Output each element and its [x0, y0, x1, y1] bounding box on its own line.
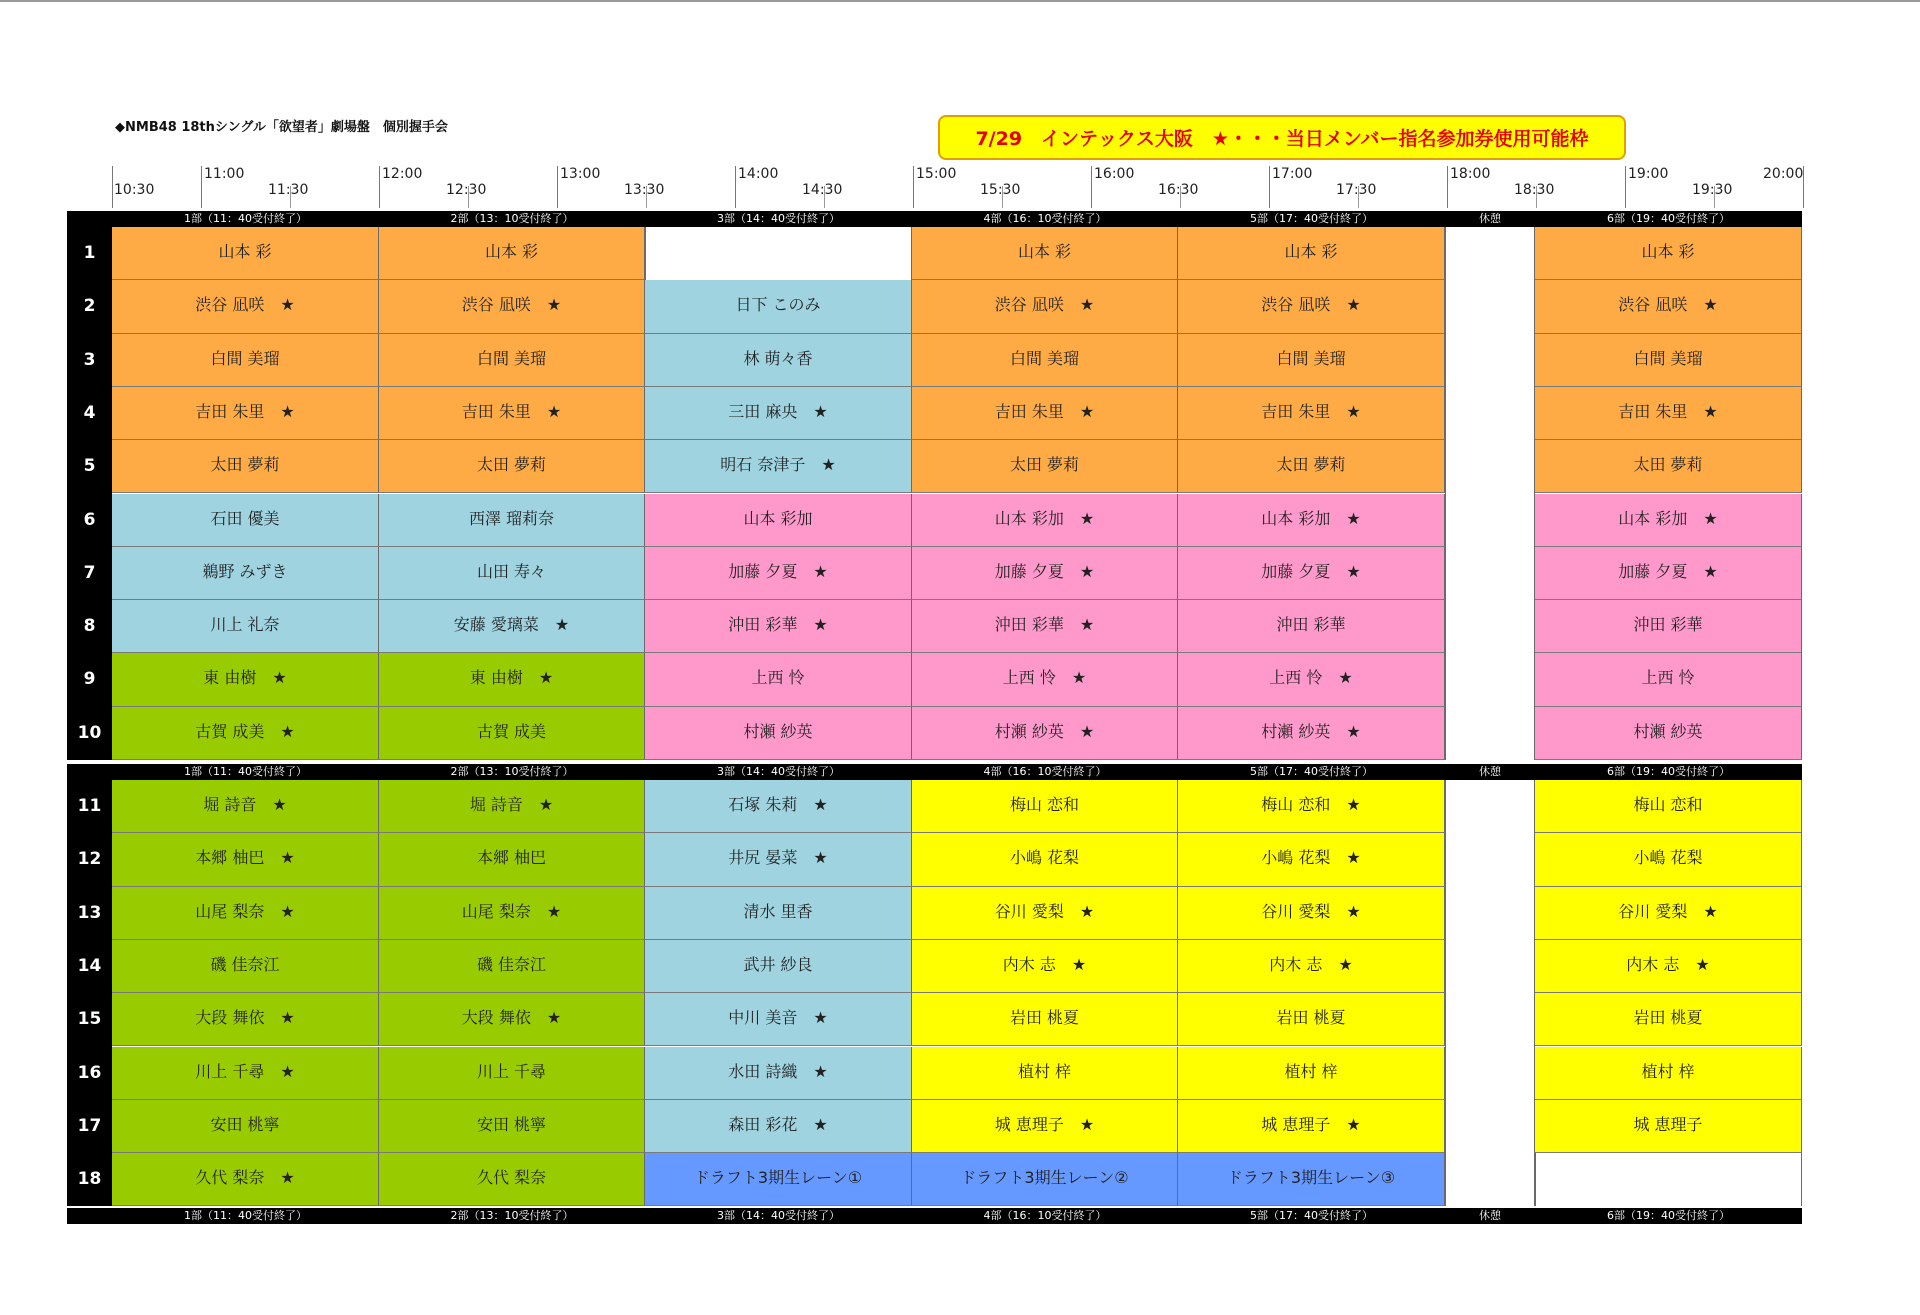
time-label-hour: 20:00 [1763, 166, 1804, 182]
member-slot: 梅山 恋和 ★ [1178, 780, 1445, 833]
row-number: 10 [77, 722, 102, 743]
time-tick-hour [379, 166, 380, 208]
member-slot: 山本 彩 [112, 227, 379, 280]
member-slot: 上西 怜 [645, 653, 912, 706]
session-label: 5部（17：40受付終了） [1250, 1209, 1373, 1222]
member-slot: 白間 美瑠 [112, 334, 379, 387]
draft-lane-slot: ドラフト3期生レーン① [645, 1153, 912, 1206]
member-slot: 谷川 愛梨 ★ [912, 887, 1178, 940]
member-slot: 加藤 夕夏 ★ [645, 547, 912, 600]
session-label: 休憩 [1479, 1209, 1501, 1222]
session-label: 5部（17：40受付終了） [1250, 765, 1373, 778]
member-slot: 西澤 瑠莉奈 [379, 494, 645, 547]
time-tick-hour [1091, 166, 1092, 208]
time-label-half: 12:30 [446, 182, 487, 198]
member-slot: 久代 梨奈 ★ [112, 1153, 379, 1206]
row-number: 9 [83, 669, 96, 690]
member-slot: 鵜野 みずき [112, 547, 379, 600]
member-slot: 明石 奈津子 ★ [645, 440, 912, 493]
member-slot: 沖田 彩華 [1178, 600, 1445, 653]
member-slot: 小嶋 花梨 ★ [1178, 833, 1445, 886]
member-slot: 川上 礼奈 [112, 600, 379, 653]
member-slot: 水田 詩織 ★ [645, 1047, 912, 1100]
row-number: 5 [83, 456, 96, 477]
member-slot: 本郷 柚巴 [379, 833, 645, 886]
member-slot: 安藤 愛璃菜 ★ [379, 600, 645, 653]
member-slot: 川上 千尋 [379, 1047, 645, 1100]
row-number: 18 [77, 1169, 102, 1190]
row-number: 7 [83, 562, 96, 583]
member-slot: 渋谷 凪咲 ★ [1535, 280, 1802, 333]
member-slot: 武井 紗良 [645, 940, 912, 993]
time-label-half: 16:30 [1158, 182, 1199, 198]
member-slot: 沖田 彩華 ★ [912, 600, 1178, 653]
member-slot: 古賀 成美 ★ [112, 707, 379, 760]
member-slot: 太田 夢莉 [1178, 440, 1445, 493]
member-slot: 林 萌々香 [645, 334, 912, 387]
time-label-half: 17:30 [1336, 182, 1377, 198]
time-tick-hour [557, 166, 558, 208]
member-slot: 植村 梓 [1535, 1047, 1802, 1100]
time-tick-hour [913, 166, 914, 208]
top-rule [0, 0, 1920, 2]
session-label: 2部（13：10受付終了） [450, 212, 574, 225]
member-slot: 山本 彩 [379, 227, 645, 280]
member-slot: 山本 彩加 ★ [1178, 494, 1445, 547]
session-label: 3部（14：40受付終了） [717, 212, 840, 225]
member-slot: 城 恵理子 ★ [912, 1100, 1178, 1153]
member-slot: 上西 怜 ★ [1178, 653, 1445, 706]
member-slot: 東 由樹 ★ [112, 653, 379, 706]
member-slot: 渋谷 凪咲 ★ [379, 280, 645, 333]
member-slot: 内木 志 ★ [1535, 940, 1802, 993]
member-slot: 久代 梨奈 [379, 1153, 645, 1206]
member-slot: 白間 美瑠 [379, 334, 645, 387]
time-label-hour: 11:00 [204, 166, 245, 182]
time-label-half: 14:30 [802, 182, 843, 198]
member-slot: 植村 梓 [1178, 1047, 1445, 1100]
member-slot: 山尾 梨奈 ★ [112, 887, 379, 940]
member-slot: 山本 彩加 ★ [1535, 494, 1802, 547]
member-slot: 山本 彩加 ★ [912, 494, 1178, 547]
member-slot: 小嶋 花梨 [912, 833, 1178, 886]
member-slot: 中川 美音 ★ [645, 993, 912, 1046]
break-lane [1445, 780, 1535, 1206]
member-slot: 山本 彩 [1535, 227, 1802, 280]
row-number: 4 [83, 402, 96, 423]
session-label: 4部（16：10受付終了） [983, 1209, 1107, 1222]
member-slot: 村瀬 紗英 ★ [1178, 707, 1445, 760]
member-slot: 山本 彩加 [645, 494, 912, 547]
member-slot: 川上 千尋 ★ [112, 1047, 379, 1100]
member-slot: 沖田 彩華 ★ [645, 600, 912, 653]
row-number: 1 [83, 243, 96, 263]
event-banner: 7/29 インテックス大阪 ★・・・当日メンバー指名参加券使用可能枠 [938, 115, 1626, 160]
member-slot: 梅山 恋和 [912, 780, 1178, 833]
member-slot: 石田 優美 [112, 494, 379, 547]
member-slot: 三田 麻央 ★ [645, 387, 912, 440]
member-slot: 村瀬 紗英 [1535, 707, 1802, 760]
time-tick-hour [1269, 166, 1270, 208]
session-label: 1部（11：40受付終了） [184, 212, 307, 225]
time-label-hour: 15:00 [916, 166, 957, 182]
member-slot: 城 恵理子 ★ [1178, 1100, 1445, 1153]
session-label: 休憩 [1479, 765, 1501, 778]
time-tick-start [112, 166, 113, 208]
time-label-hour: 19:00 [1628, 166, 1669, 182]
member-slot: 森田 彩花 ★ [645, 1100, 912, 1153]
member-slot: 大段 舞依 ★ [379, 993, 645, 1046]
member-slot: 本郷 柚巴 ★ [112, 833, 379, 886]
session-label: 1部（11：40受付終了） [184, 765, 307, 778]
member-slot: 古賀 成美 [379, 707, 645, 760]
member-slot: 沖田 彩華 [1535, 600, 1802, 653]
session-label: 3部（14：40受付終了） [717, 1209, 840, 1222]
time-label-hour: 17:00 [1272, 166, 1313, 182]
session-header-band [67, 764, 1802, 780]
member-slot: 上西 怜 ★ [912, 653, 1178, 706]
member-slot: 村瀬 紗英 ★ [912, 707, 1178, 760]
member-slot: 山田 寿々 [379, 547, 645, 600]
member-slot: 堀 詩音 ★ [112, 780, 379, 833]
time-label-half: 11:30 [268, 182, 309, 198]
member-slot: 吉田 朱里 ★ [112, 387, 379, 440]
member-slot: 磯 佳奈江 [112, 940, 379, 993]
member-slot: 山尾 梨奈 ★ [379, 887, 645, 940]
row-number: 11 [77, 796, 102, 816]
time-label-half: 15:30 [980, 182, 1021, 198]
member-slot: 加藤 夕夏 ★ [912, 547, 1178, 600]
row-number: 16 [77, 1062, 102, 1083]
draft-lane-slot: ドラフト3期生レーン③ [1178, 1153, 1445, 1206]
member-slot: 太田 夢莉 [379, 440, 645, 493]
member-slot: 白間 美瑠 [1178, 334, 1445, 387]
time-label-hour: 12:00 [382, 166, 423, 182]
member-slot: 吉田 朱里 ★ [912, 387, 1178, 440]
member-slot: 渋谷 凪咲 ★ [1178, 280, 1445, 333]
member-slot: 内木 志 ★ [912, 940, 1178, 993]
member-slot: 岩田 桃夏 [1178, 993, 1445, 1046]
member-slot: 渋谷 凪咲 ★ [112, 280, 379, 333]
member-slot: 岩田 桃夏 [912, 993, 1178, 1046]
member-slot: 清水 里香 [645, 887, 912, 940]
member-slot: 上西 怜 [1535, 653, 1802, 706]
member-slot: 城 恵理子 [1535, 1100, 1802, 1153]
member-slot: 吉田 朱里 ★ [1178, 387, 1445, 440]
empty-slot [1535, 1153, 1802, 1206]
member-slot: 吉田 朱里 ★ [1535, 387, 1802, 440]
time-label-hour: 16:00 [1094, 166, 1135, 182]
member-slot: 岩田 桃夏 [1535, 993, 1802, 1046]
member-slot: 日下 このみ [645, 280, 912, 333]
session-label: 6部（19：40受付終了） [1607, 212, 1730, 225]
member-slot: 井尻 晏菜 ★ [645, 833, 912, 886]
time-tick-hour [735, 166, 736, 208]
time-tick-hour [201, 166, 202, 208]
row-number: 6 [83, 509, 96, 530]
session-label: 6部（19：40受付終了） [1607, 765, 1730, 778]
empty-slot [645, 227, 912, 280]
session-label: 4部（16：10受付終了） [983, 765, 1107, 778]
row-number: 14 [77, 955, 102, 976]
session-header-band [67, 211, 1802, 227]
row-number: 15 [77, 1009, 102, 1030]
member-slot: 村瀬 紗英 [645, 707, 912, 760]
session-label: 6部（19：40受付終了） [1607, 1209, 1730, 1222]
time-label-half: 18:30 [1514, 182, 1555, 198]
row-number: 3 [83, 349, 96, 370]
document-title: ◆NMB48 18thシングル「欲望者」劇場盤 個別握手会 [115, 120, 448, 135]
member-slot: 渋谷 凪咲 ★ [912, 280, 1178, 333]
member-slot: 小嶋 花梨 [1535, 833, 1802, 886]
member-slot: 太田 夢莉 [112, 440, 379, 493]
time-tick-hour [1447, 166, 1448, 208]
member-slot: 山本 彩 [912, 227, 1178, 280]
member-slot: 植村 梓 [912, 1047, 1178, 1100]
member-slot: 内木 志 ★ [1178, 940, 1445, 993]
member-slot: 安田 桃寧 [379, 1100, 645, 1153]
row-number: 13 [77, 902, 102, 923]
row-number: 17 [77, 1115, 102, 1136]
session-label: 2部（13：10受付終了） [450, 765, 574, 778]
draft-lane-slot: ドラフト3期生レーン② [912, 1153, 1178, 1206]
row-number-column [67, 780, 112, 1206]
time-label-hour: 13:00 [560, 166, 601, 182]
time-ruler [112, 166, 1802, 210]
time-label-half: 19:30 [1692, 182, 1733, 198]
session-label: 1部（11：40受付終了） [184, 1209, 307, 1222]
session-label: 4部（16：10受付終了） [983, 212, 1107, 225]
session-label: 2部（13：10受付終了） [450, 1209, 574, 1222]
time-label-hour: 18:00 [1450, 166, 1491, 182]
member-slot: 安田 桃寧 [112, 1100, 379, 1153]
member-slot: 磯 佳奈江 [379, 940, 645, 993]
member-slot: 加藤 夕夏 ★ [1535, 547, 1802, 600]
member-slot: 大段 舞依 ★ [112, 993, 379, 1046]
time-label-half: 13:30 [624, 182, 665, 198]
member-slot: 吉田 朱里 ★ [379, 387, 645, 440]
row-number: 8 [83, 616, 96, 637]
member-slot: 加藤 夕夏 ★ [1178, 547, 1445, 600]
time-tick-hour [1625, 166, 1626, 208]
member-slot: 谷川 愛梨 ★ [1178, 887, 1445, 940]
time-label-hour: 14:00 [738, 166, 779, 182]
session-label: 3部（14：40受付終了） [717, 765, 840, 778]
member-slot: 太田 夢莉 [1535, 440, 1802, 493]
member-slot: 白間 美瑠 [1535, 334, 1802, 387]
session-label: 5部（17：40受付終了） [1250, 212, 1373, 225]
member-slot: 堀 詩音 ★ [379, 780, 645, 833]
row-number: 2 [83, 296, 96, 317]
member-slot: 東 由樹 ★ [379, 653, 645, 706]
member-slot: 石塚 朱莉 ★ [645, 780, 912, 833]
break-lane [1445, 227, 1535, 760]
session-label: 休憩 [1479, 212, 1501, 225]
member-slot: 白間 美瑠 [912, 334, 1178, 387]
time-label-half: 10:30 [114, 182, 155, 198]
session-header-band [67, 1208, 1802, 1224]
member-slot: 山本 彩 [1178, 227, 1445, 280]
member-slot: 梅山 恋和 [1535, 780, 1802, 833]
member-slot: 太田 夢莉 [912, 440, 1178, 493]
member-slot: 谷川 愛梨 ★ [1535, 887, 1802, 940]
row-number: 12 [77, 849, 102, 870]
